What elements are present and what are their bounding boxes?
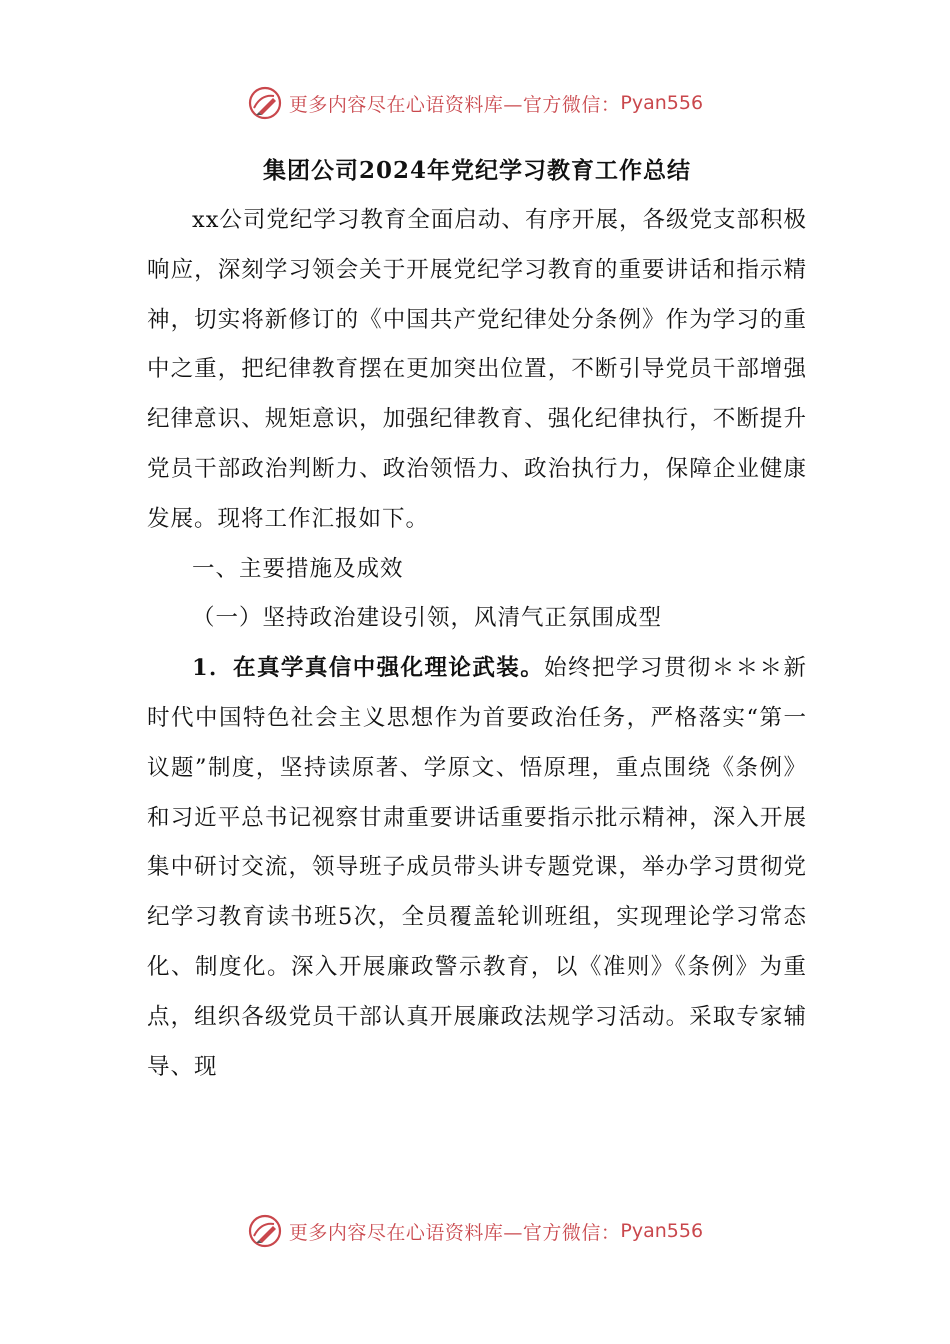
watermark-text: 更多内容尽在心语资料库—官方微信： bbox=[288, 93, 621, 116]
section-heading: 一、主要措施及成效 bbox=[192, 555, 404, 582]
pen-logo-icon bbox=[247, 85, 283, 121]
item-lead: 1．在真学真信中强化理论武装。 bbox=[192, 655, 545, 682]
intro-paragraph: xx公司党纪学习教育全面启动、有序开展，各级党支部积极响应，深刻学习领会关于开展党纪学习教育的重要讲话和指示精神，切实将新修订的《中国共产党纪律处分条例》作为学习的重中之重，把纪律教育摆在更加突出位置，不断引导党员干部增强纪律意识、规矩意识，加强纪律教育、强化纪律执行，不断提升党员干部政治判断力、政治领悟力、政治执行力，保障企业健康发展。现将工作汇报如下。 bbox=[147, 207, 807, 532]
pen-logo-icon bbox=[247, 1213, 283, 1249]
watermark-banner-bottom bbox=[0, 1206, 950, 1256]
item-body: 始终把学习贯彻＊＊＊新时代中国特色社会主义思想作为首要政治任务，严格落实“第一议题”制度，坚持读原著、学原文、悟原理，重点围绕《条例》和习近平总书记视察甘肃重要讲话重要指示批示精神，深入开展集中研讨交流，领导班子成员带头讲专题党课，举办学习贯彻党纪学习教育读书班5次，全员覆盖轮训班组，实现理论学习常态化、制度化。深入开展廉政警示教育，以《准则》《条例》为重点，组织各级党员干部认真开展廉政法规学习活动。采取专家辅导、现 bbox=[147, 655, 807, 1080]
watermark-wechat-id: Pyan556 bbox=[620, 92, 704, 114]
watermark-text: 更多内容尽在心语资料库—官方微信： bbox=[288, 1221, 621, 1244]
document-body bbox=[147, 146, 807, 1092]
watermark-wechat-id: Pyan556 bbox=[620, 1220, 704, 1242]
document-title: 集团公司2024年党纪学习教育工作总结 bbox=[262, 157, 691, 184]
watermark-banner-top bbox=[0, 78, 950, 128]
subsection-heading: （一）坚持政治建设引领，风清气正氛围成型 bbox=[192, 605, 663, 632]
item-paragraph bbox=[147, 644, 807, 1092]
